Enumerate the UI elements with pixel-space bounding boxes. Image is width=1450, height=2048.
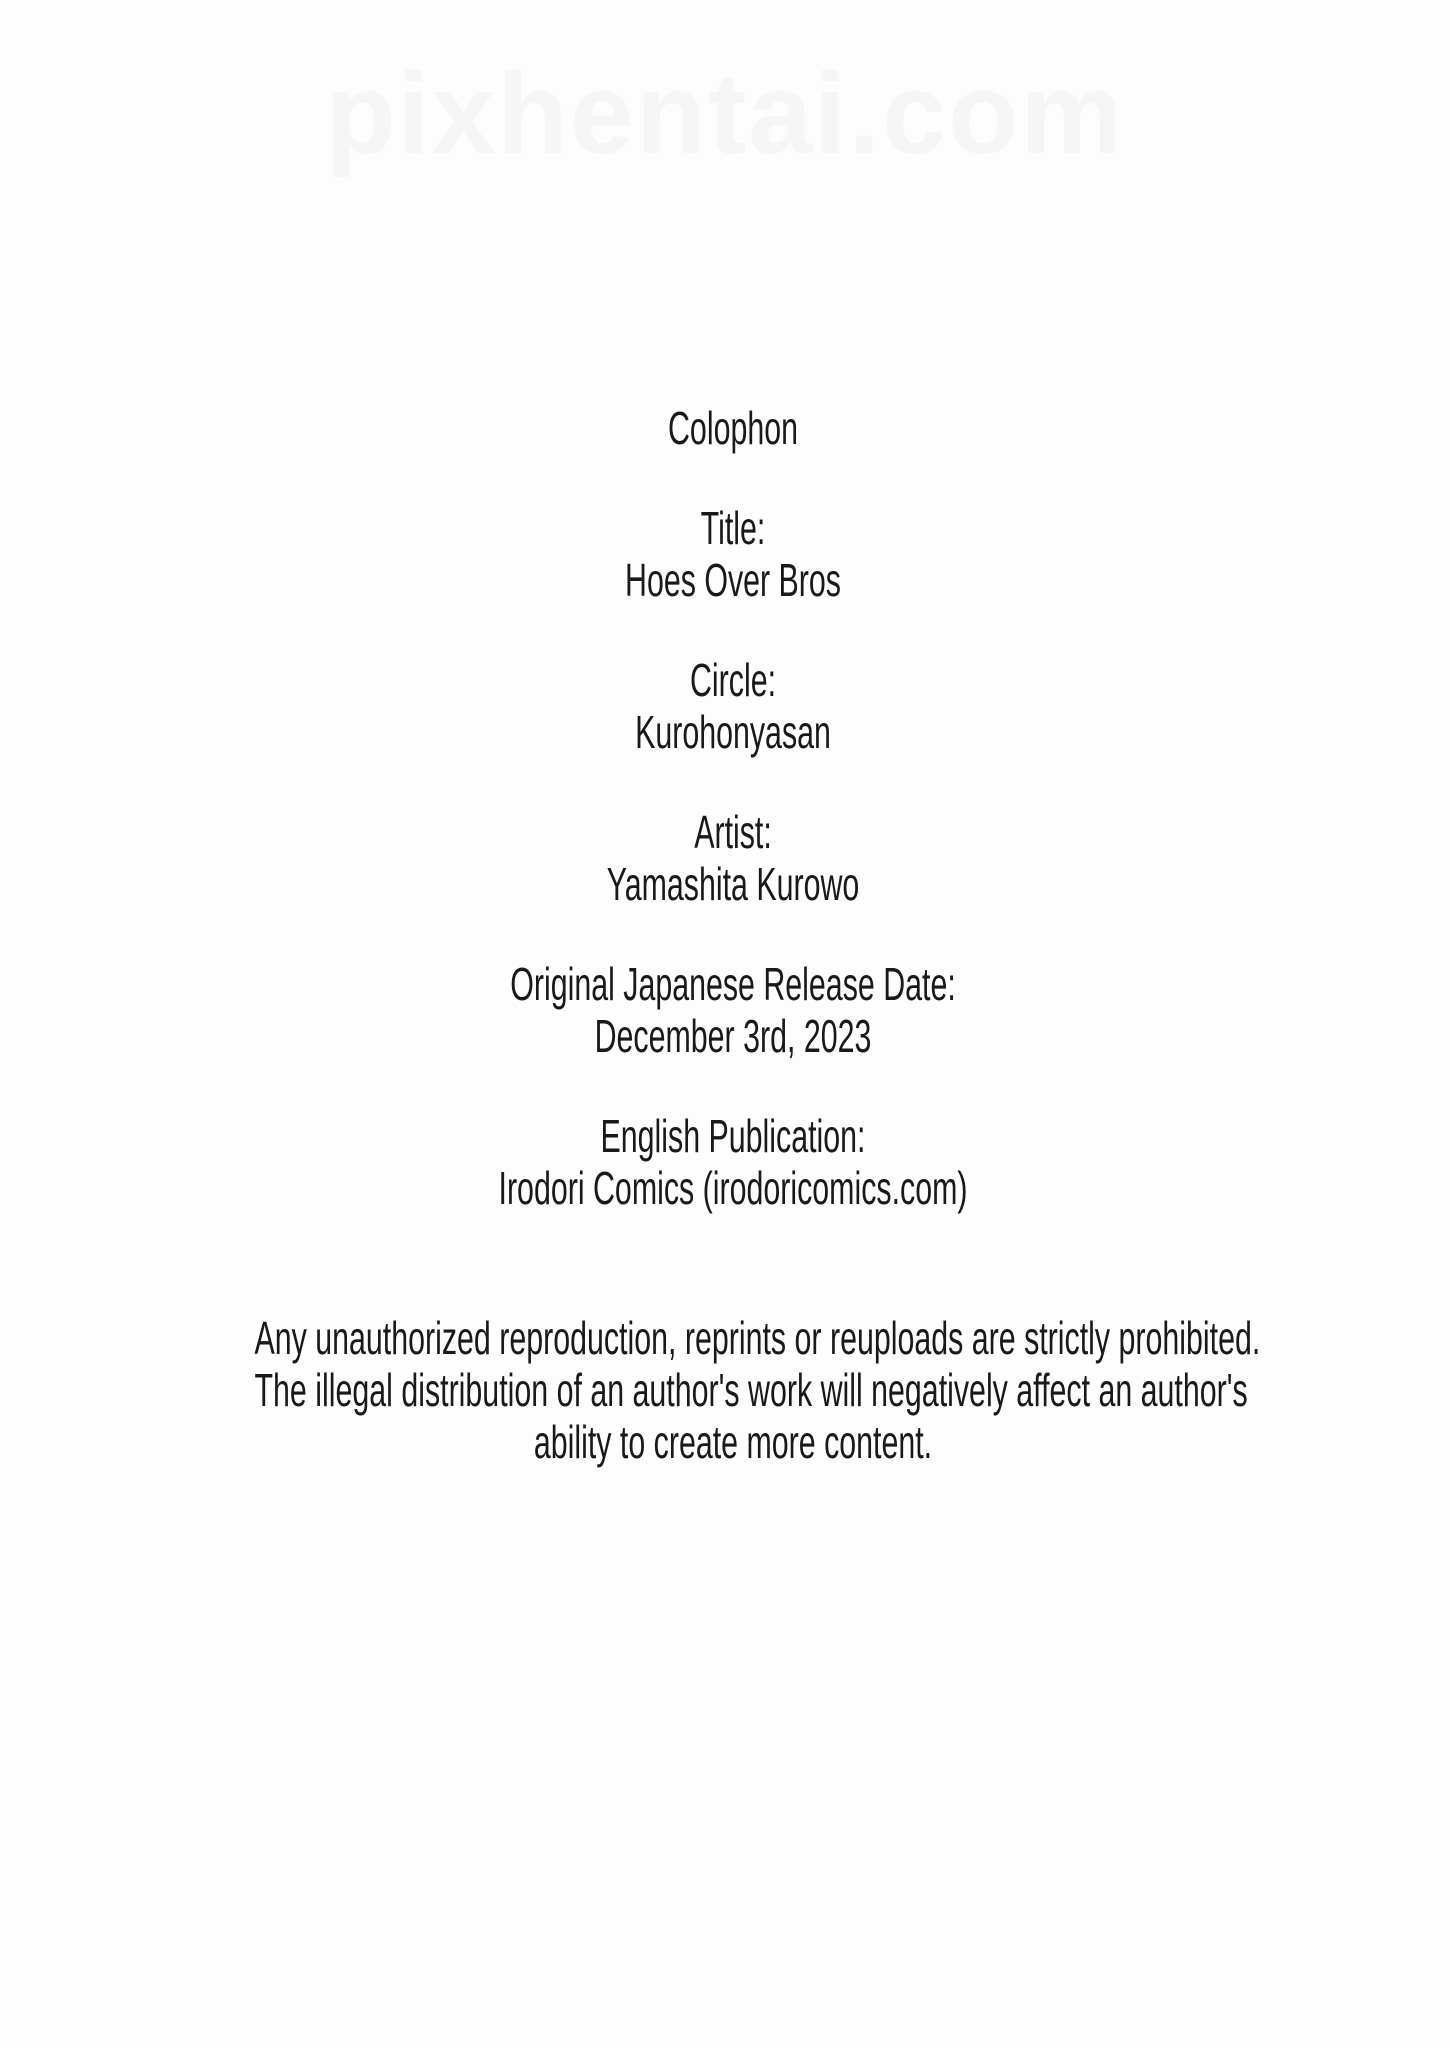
artist-value: Yamashita Kurowo — [606, 858, 860, 910]
notice-line: Any unauthorized reproduction, reprints or reuploads are strictly prohibited. — [254, 1312, 1261, 1364]
release-date-value: December 3rd, 2023 — [594, 1010, 872, 1062]
title-entry — [254, 502, 1211, 606]
release-date-entry — [254, 958, 1211, 1062]
notice-line: ability to create more content. — [533, 1416, 933, 1468]
circle-entry — [254, 654, 1211, 758]
notice-line: The illegal distribution of an author's work will negatively affect an author's — [254, 1364, 1248, 1416]
artist-entry — [254, 806, 1211, 910]
circle-value: Kurohonyasan — [635, 706, 831, 758]
english-publication-entry — [254, 1110, 1211, 1214]
release-date-label: Original Japanese Release Date: — [510, 958, 956, 1010]
circle-label: Circle: — [689, 654, 777, 706]
colophon-heading: Colophon — [668, 402, 798, 454]
title-label: Title: — [700, 502, 766, 554]
colophon-content — [254, 402, 1261, 1516]
title-value: Hoes Over Bros — [625, 554, 841, 606]
english-publication-label: English Publication: — [600, 1110, 866, 1162]
english-publication-value: Irodori Comics (irodoricomics.com) — [498, 1162, 968, 1214]
copyright-notice — [254, 1312, 1261, 1468]
site-watermark: pixhentai.com — [325, 50, 1125, 178]
colophon-heading-block — [254, 402, 1211, 454]
artist-label: Artist: — [694, 806, 772, 858]
